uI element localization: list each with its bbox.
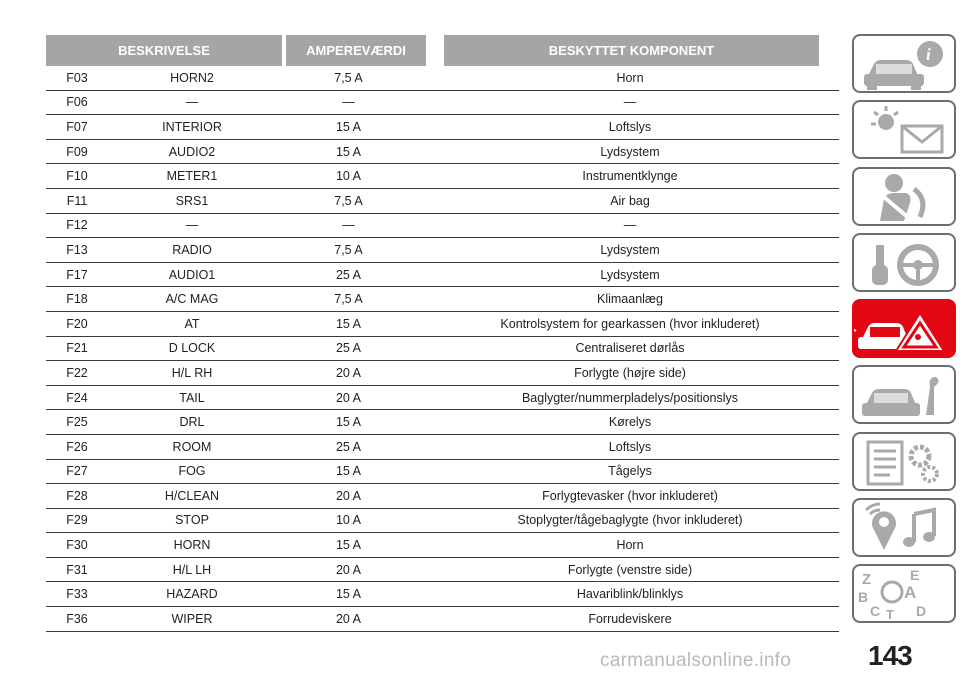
location-music-icon <box>854 500 954 555</box>
fuse-code-cell: — <box>185 218 199 233</box>
table-row <box>46 533 839 558</box>
alphabet-search-icon <box>854 566 954 621</box>
ampere-cell: 7,5 A <box>334 292 363 307</box>
letter-z: Z <box>862 571 872 589</box>
ampere-cell: 20 A <box>335 365 362 380</box>
fuse-id-cell: F22 <box>66 365 88 380</box>
ampere-cell: 15 A <box>335 144 362 159</box>
ampere-cell: 15 A <box>335 316 362 331</box>
ampere-cell: — <box>342 95 355 110</box>
component-cell: — <box>623 95 637 110</box>
fuse-id-cell: F30 <box>66 538 88 553</box>
component-cell: Centraliseret dørlås <box>575 341 685 356</box>
component-cell: — <box>623 218 637 233</box>
fuse-id-cell: F17 <box>66 267 88 282</box>
chapter-tab-emergency[interactable] <box>852 299 956 358</box>
ampere-cell: 20 A <box>335 488 362 503</box>
fuse-code-cell: METER1 <box>166 169 218 184</box>
fuse-id-cell: F07 <box>66 119 88 134</box>
fuse-id-cell: F06 <box>66 95 88 110</box>
component-cell: Lydsystem <box>600 242 660 257</box>
table-row <box>46 115 839 140</box>
fuse-code-cell: HORN2 <box>170 70 214 85</box>
fuse-id-cell: F13 <box>66 242 88 257</box>
table-row <box>46 214 839 239</box>
ampere-cell: — <box>342 218 355 233</box>
component-cell: Forlygte (venstre side) <box>567 562 693 577</box>
fuse-code-cell: HAZARD <box>166 587 218 602</box>
ampere-cell: 15 A <box>335 415 362 430</box>
ampere-cell: 20 A <box>335 390 362 405</box>
fuse-code-cell: H/CLEAN <box>164 488 220 503</box>
fuse-code-cell: SRS1 <box>175 193 209 208</box>
component-cell: Lydsystem <box>600 267 660 282</box>
fuse-code-cell: DRL <box>179 415 205 430</box>
header-ampere: AMPEREVÆRDI <box>286 35 426 66</box>
table-row <box>46 263 839 288</box>
fuse-code-cell: WIPER <box>171 611 213 626</box>
fuse-code-cell: STOP <box>175 513 209 528</box>
fuse-code-cell: AUDIO2 <box>168 144 216 159</box>
header-description: BESKRIVELSE <box>46 35 282 66</box>
chapter-tab-multimedia[interactable] <box>852 498 956 557</box>
header-component: BESKYTTET KOMPONENT <box>444 35 819 66</box>
ampere-cell: 25 A <box>335 267 362 282</box>
ampere-cell: 25 A <box>335 439 362 454</box>
fuse-id-cell: F11 <box>66 193 88 208</box>
fuse-code-cell: — <box>185 95 199 110</box>
table-header <box>46 35 839 66</box>
fuse-table <box>46 35 839 632</box>
fuse-id-cell: F21 <box>66 341 88 356</box>
table-row <box>46 312 839 337</box>
fuse-id-cell: F29 <box>66 513 88 528</box>
component-cell: Loftslys <box>608 119 652 134</box>
component-cell: Baglygter/nummerpladelys/positionslys <box>521 390 739 405</box>
ampere-cell: 7,5 A <box>334 193 363 208</box>
letter-b: B <box>858 589 869 606</box>
component-cell: Lydsystem <box>600 144 660 159</box>
letter-d: D <box>916 603 927 620</box>
fuse-code-cell: FOG <box>178 464 206 479</box>
fuse-code-cell: ROOM <box>172 439 212 454</box>
table-row <box>46 460 839 485</box>
fuse-code-cell: AT <box>184 316 200 331</box>
table-row <box>46 361 839 386</box>
fuse-id-cell: F36 <box>66 611 88 626</box>
letter-c: C <box>870 603 881 620</box>
letter-a: A <box>904 583 917 603</box>
ampere-cell: 10 A <box>335 513 362 528</box>
table-row <box>46 287 839 312</box>
table-body <box>46 66 839 632</box>
table-row <box>46 509 839 534</box>
lights-envelope-icon <box>854 102 954 157</box>
ampere-cell: 15 A <box>335 464 362 479</box>
fuse-id-cell: F27 <box>66 464 88 479</box>
fuse-code-cell: INTERIOR <box>162 119 222 134</box>
component-cell: Stoplygter/tågebaglygte (hvor inkluderet) <box>517 513 743 528</box>
fuse-code-cell: A/C MAG <box>165 292 219 307</box>
fuse-code-cell: HORN <box>173 538 211 553</box>
fuse-code-cell: TAIL <box>179 390 205 405</box>
ampere-cell: 10 A <box>335 169 362 184</box>
fuse-code-cell: H/L LH <box>172 562 212 577</box>
ampere-cell: 7,5 A <box>334 242 363 257</box>
fuse-id-cell: F28 <box>66 488 88 503</box>
watermark: carmanualsonline.info <box>600 650 792 671</box>
table-row <box>46 386 839 411</box>
car-warning-triangle-icon <box>854 301 954 356</box>
car-info-icon <box>854 36 954 91</box>
fuse-id-cell: F10 <box>66 169 88 184</box>
fuse-code-cell: D LOCK <box>168 341 216 356</box>
svg-text:i: i <box>926 45 931 64</box>
component-cell: Forlygtevasker (hvor inkluderet) <box>542 488 718 503</box>
component-cell: Loftslys <box>608 439 652 454</box>
chapter-tab-technical-data[interactable] <box>852 432 956 491</box>
component-cell: Forrudeviskere <box>588 611 672 626</box>
fuse-id-cell: F18 <box>66 292 88 307</box>
page-number: 143 <box>868 640 912 671</box>
magnifier-icon <box>882 582 902 602</box>
component-cell: Havariblink/blinklys <box>576 587 684 602</box>
fuse-code-cell: AUDIO1 <box>168 267 216 282</box>
chapter-tab-safety[interactable] <box>852 167 956 226</box>
component-cell: Instrumentklynge <box>582 169 678 184</box>
table-row <box>46 66 839 91</box>
ampere-cell: 25 A <box>335 341 362 356</box>
ampere-cell: 20 A <box>335 562 362 577</box>
seatbelt-person-icon <box>854 169 954 224</box>
table-row <box>46 435 839 460</box>
fuse-id-cell: F26 <box>66 439 88 454</box>
fuse-id-cell: F09 <box>66 144 88 159</box>
component-cell: Kørelys <box>608 415 652 430</box>
chapter-tab-starting[interactable] <box>852 233 956 292</box>
ampere-cell: 15 A <box>335 587 362 602</box>
car-wrench-icon <box>854 367 954 422</box>
component-cell: Air bag <box>610 193 650 208</box>
ampere-cell: 15 A <box>335 538 362 553</box>
key-steering-wheel-icon <box>854 235 954 290</box>
fuse-id-cell: F03 <box>66 70 88 85</box>
fuse-id-cell: F33 <box>66 587 88 602</box>
fuse-id-cell: F25 <box>66 415 88 430</box>
fuse-code-cell: H/L RH <box>171 365 213 380</box>
chapter-tab-dashboard[interactable] <box>852 34 956 93</box>
component-cell: Horn <box>616 70 644 85</box>
component-cell: Forlygte (højre side) <box>574 365 686 380</box>
table-row <box>46 607 839 632</box>
component-cell: Horn <box>616 538 644 553</box>
table-row <box>46 337 839 362</box>
table-row <box>46 189 839 214</box>
table-row <box>46 91 839 116</box>
chapter-tab-index[interactable] <box>852 564 956 623</box>
fuse-code-cell: RADIO <box>172 242 212 257</box>
component-cell: Klimaanlæg <box>596 292 663 307</box>
ampere-cell: 7,5 A <box>334 70 363 85</box>
table-row <box>46 238 839 263</box>
document-gears-icon <box>854 434 954 489</box>
table-row <box>46 140 839 165</box>
ampere-cell: 15 A <box>335 119 362 134</box>
table-row <box>46 410 839 435</box>
chapter-tab-maintenance[interactable] <box>852 365 956 424</box>
fuse-id-cell: F20 <box>66 316 88 331</box>
table-row <box>46 558 839 583</box>
ampere-cell: 20 A <box>335 611 362 626</box>
table-row <box>46 164 839 189</box>
chapter-sidebar <box>852 34 956 631</box>
fuse-id-cell: F24 <box>66 390 88 405</box>
table-row <box>46 484 839 509</box>
chapter-tab-lights[interactable] <box>852 100 956 159</box>
component-cell: Tågelys <box>608 464 652 479</box>
component-cell: Kontrolsystem for gearkassen (hvor inkluderet) <box>500 316 760 331</box>
fuse-id-cell: F31 <box>66 562 88 577</box>
table-row <box>46 582 839 607</box>
letter-e: E <box>910 567 920 584</box>
fuse-id-cell: F12 <box>66 218 88 233</box>
letter-t: T <box>886 607 894 622</box>
